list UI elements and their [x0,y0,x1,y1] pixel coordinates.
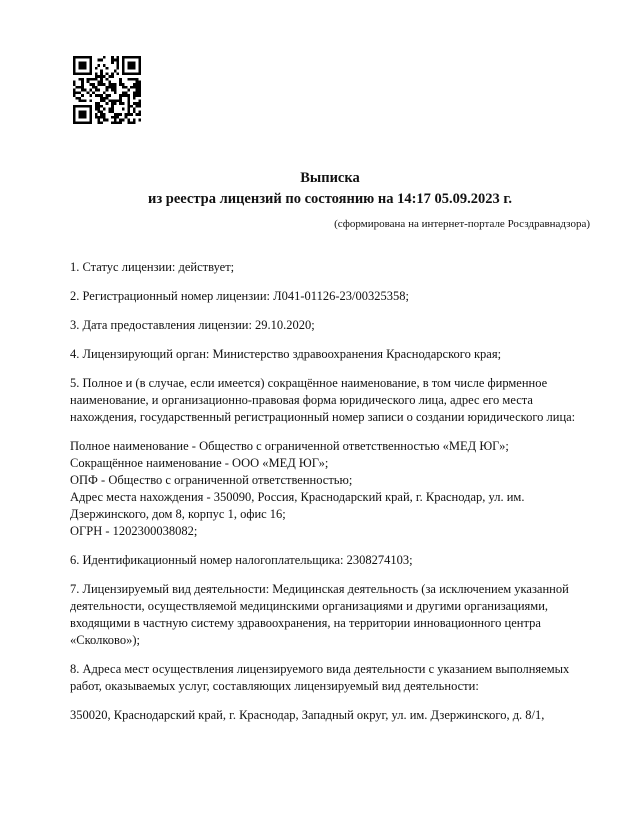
paragraph [70,259,590,276]
paragraph-line: 7. Лицензируемый вид деятельности: Медицинская деятельность (за исключением указанной деятельности, осуществляемой медицинскими организациями и другими организациями, входящими в частную систему здравоохранения, на территории инновационного центра «Сколково»); [70,582,569,647]
paragraph-line: 4. Лицензирующий орган: Министерство здравоохранения Краснодарского края; [70,347,502,361]
paragraph-line: 350020, Краснодарский край, г. Краснодар, Западный округ, ул. им. Дзержинского, д. 8/1, [70,708,545,722]
document-paragraphs [70,259,590,724]
paragraph [70,317,590,334]
paragraph [70,581,590,649]
paragraph [70,346,590,363]
paragraph-line: 1. Статус лицензии: действует; [70,260,235,274]
paragraph-line: Адрес места нахождения - 350090, Россия, Краснодарский край, г. Краснодар, ул. им. Дзержинского, дом 8, корпус 1, офис 16; [70,490,525,521]
paragraph [70,552,590,569]
paragraph [70,288,590,305]
paragraph-line: ОГРН - 1202300038082; [70,524,198,538]
paragraph-line: 6. Идентификационный номер налогоплательщика: 2308274103; [70,553,413,567]
document-title: Выписка [300,170,360,186]
paragraph-line: ОПФ - Общество с ограниченной ответственностью; [70,473,353,487]
qr-code-icon [73,56,141,124]
paragraph [70,707,590,724]
paragraph-line: Полное наименование - Общество с ограниченной ответственностью «МЕД ЮГ»; [70,439,509,453]
paragraph-line: 3. Дата предоставления лицензии: 29.10.2020; [70,318,315,332]
paragraph-line: Сокращённое наименование - ООО «МЕД ЮГ»; [70,456,329,470]
paragraph [70,375,590,426]
paragraph [70,438,590,540]
document-subtitle: из реестра лицензий по состоянию на 14:17 05.09.2023 г. [147,191,513,207]
paragraph-line: 2. Регистрационный номер лицензии: Л041-01126-23/00325358; [70,289,409,303]
document-content [70,168,590,736]
formed-note: (сформирована на интернет-портале Росздравнадзора) [334,218,590,230]
paragraph-line: 5. Полное и (в случае, если имеется) сокращённое наименование, в том числе фирменное наименование, и организационно-правовая форма юридического лица, адрес его места нахождения, государственный регистрационный номер записи о создании юридического лица: [70,376,576,424]
paragraph-line: 8. Адреса мест осуществления лицензируемого вида деятельности с указанием выполняемых работ, оказываемых услуг, составляющих лицензируемый вид деятельности: [70,662,570,693]
paragraph [70,661,590,695]
